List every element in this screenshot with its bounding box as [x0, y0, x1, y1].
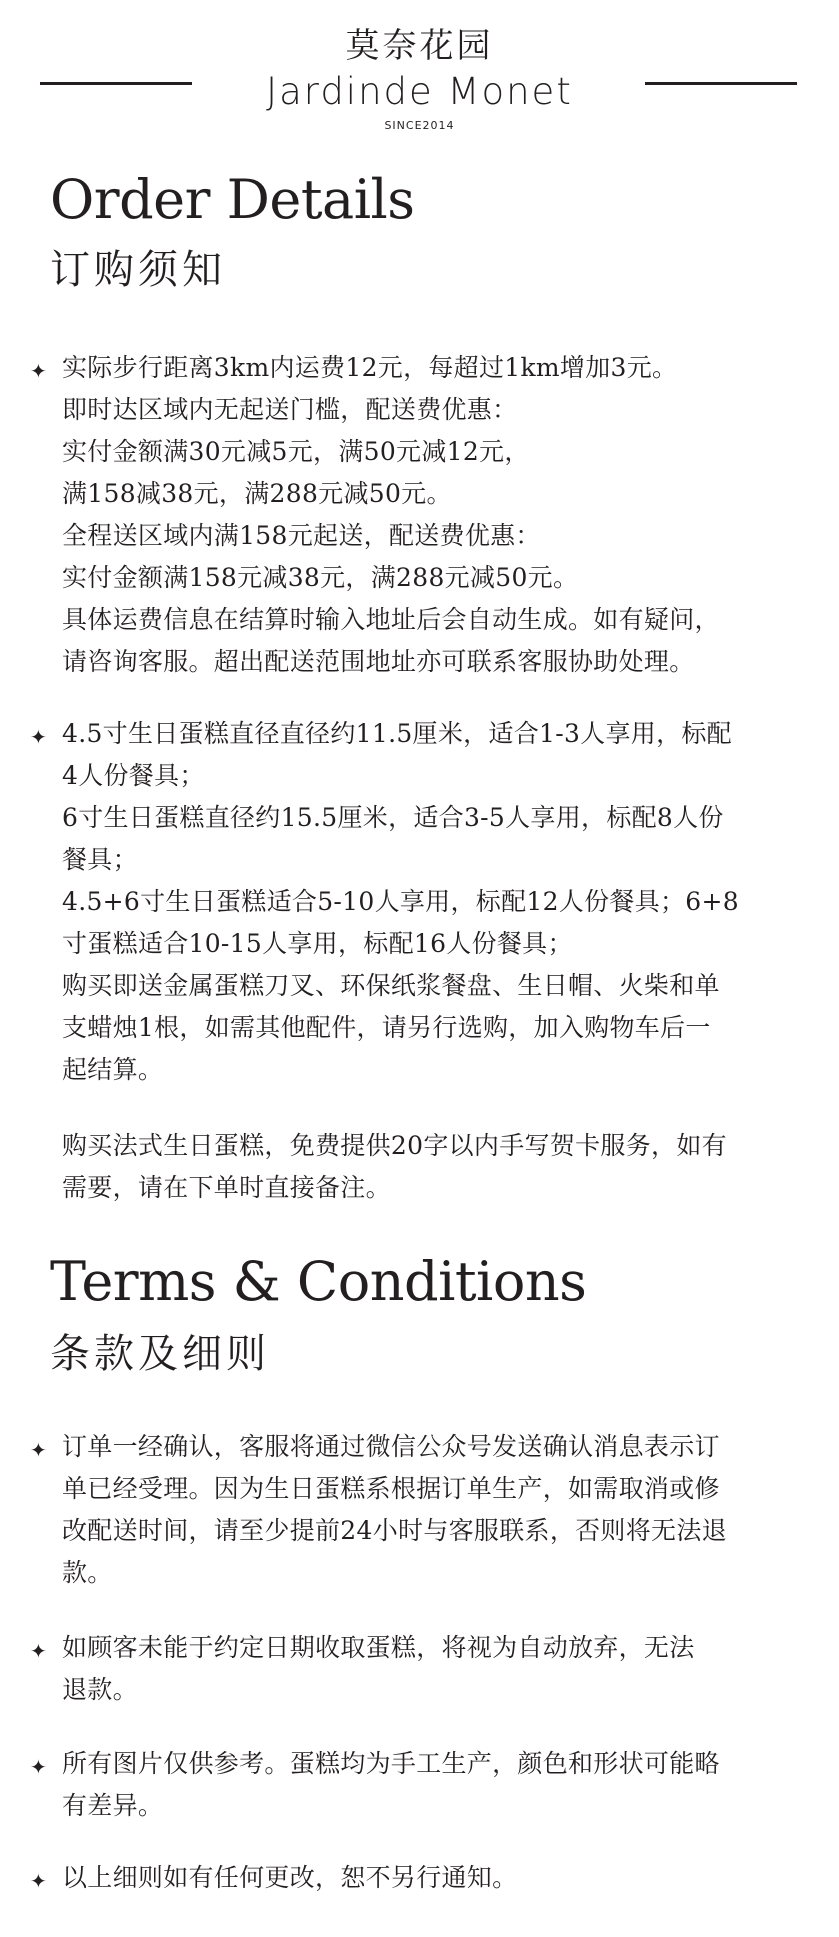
brand-name-en: Jardinde Monet [266, 70, 573, 113]
text-line: 具体运费信息在结算时输入地址后会自动生成。如有疑问， [62, 605, 720, 634]
text-line: 实付金额满30元减5元，满50元减12元， [62, 437, 530, 466]
terms-item-1-text [62, 1426, 802, 1594]
text-line: 款。 [62, 1558, 113, 1587]
text-line: 即时达区域内无起送门槛，配送费优惠： [62, 395, 518, 424]
text-line: 有差异。 [62, 1791, 164, 1820]
terms-item-3-text [62, 1743, 802, 1827]
text-line: 餐具； [62, 845, 138, 874]
text-line: 寸蛋糕适合10-15人享用，标配16人份餐具； [62, 929, 573, 958]
terms-item-2-text [62, 1627, 802, 1711]
text-line: 改配送时间，请至少提前24小时与客服联系，否则将无法退 [62, 1516, 727, 1545]
greeting-card-note-text [62, 1125, 802, 1209]
text-line: 购买法式生日蛋糕，免费提供20字以内手写贺卡服务，如有 [62, 1131, 727, 1160]
bullet-icon: ✦ [30, 1438, 47, 1462]
text-line: 退款。 [62, 1675, 138, 1704]
text-line: 以上细则如有任何更改，恕不另行通知。 [62, 1863, 518, 1892]
terms-title-cn: 条款及细则 [50, 1331, 270, 1377]
text-line: 单已经受理。因为生日蛋糕系根据订单生产，如需取消或修 [62, 1474, 720, 1503]
text-line: 满158减38元，满288元减50元。 [62, 479, 452, 508]
brand-header [0, 0, 839, 140]
bullet-icon: ✦ [30, 359, 47, 383]
text-line: 请咨询客服。超出配送范围地址亦可联系客服协助处理。 [62, 647, 695, 676]
text-line: 4.5寸生日蛋糕直径直径约11.5厘米，适合1-3人享用，标配 [62, 719, 732, 748]
text-line: 4人份餐具； [62, 761, 205, 790]
text-line: 订单一经确认，客服将通过微信公众号发送确认消息表示订 [62, 1432, 720, 1461]
bullet-icon: ✦ [30, 1755, 47, 1779]
brand-name-cn: 莫奈花园 [345, 26, 494, 66]
bullet-icon: ✦ [30, 725, 47, 749]
text-line: 4.5+6寸生日蛋糕适合5-10人享用，标配12人份餐具；6+8 [62, 887, 739, 916]
order-item-2-text [62, 713, 802, 1091]
bullet-icon: ✦ [30, 1639, 47, 1663]
brand-since: SINCE2014 [384, 119, 455, 132]
text-line: 实际步行距离3km内运费12元，每超过1km增加3元。 [62, 353, 678, 382]
text-line: 实付金额满158元减38元，满288元减50元。 [62, 563, 579, 592]
text-line: 6寸生日蛋糕直径约15.5厘米，适合3-5人享用，标配8人份 [62, 803, 724, 832]
text-line: 起结算。 [62, 1055, 164, 1084]
bullet-icon: ✦ [30, 1869, 47, 1893]
text-line: 支蜡烛1根，如需其他配件，请另行选购，加入购物车后一 [62, 1013, 711, 1042]
order-details-title-cn: 订购须知 [50, 247, 226, 293]
text-line: 如顾客未能于约定日期收取蛋糕，将视为自动放弃，无法 [62, 1633, 695, 1662]
text-line: 购买即送金属蛋糕刀叉、环保纸浆餐盘、生日帽、火柴和单 [62, 971, 720, 1000]
text-line: 需要，请在下单时直接备注。 [62, 1173, 391, 1202]
text-line: 所有图片仅供参考。蛋糕均为手工生产，颜色和形状可能略 [62, 1749, 720, 1778]
order-item-1-text [62, 347, 802, 683]
text-line: 全程送区域内满158元起送，配送费优惠： [62, 521, 541, 550]
terms-item-4-text [62, 1857, 802, 1899]
terms-title-en: Terms & Conditions [50, 1250, 587, 1313]
order-details-title-en: Order Details [50, 168, 415, 231]
